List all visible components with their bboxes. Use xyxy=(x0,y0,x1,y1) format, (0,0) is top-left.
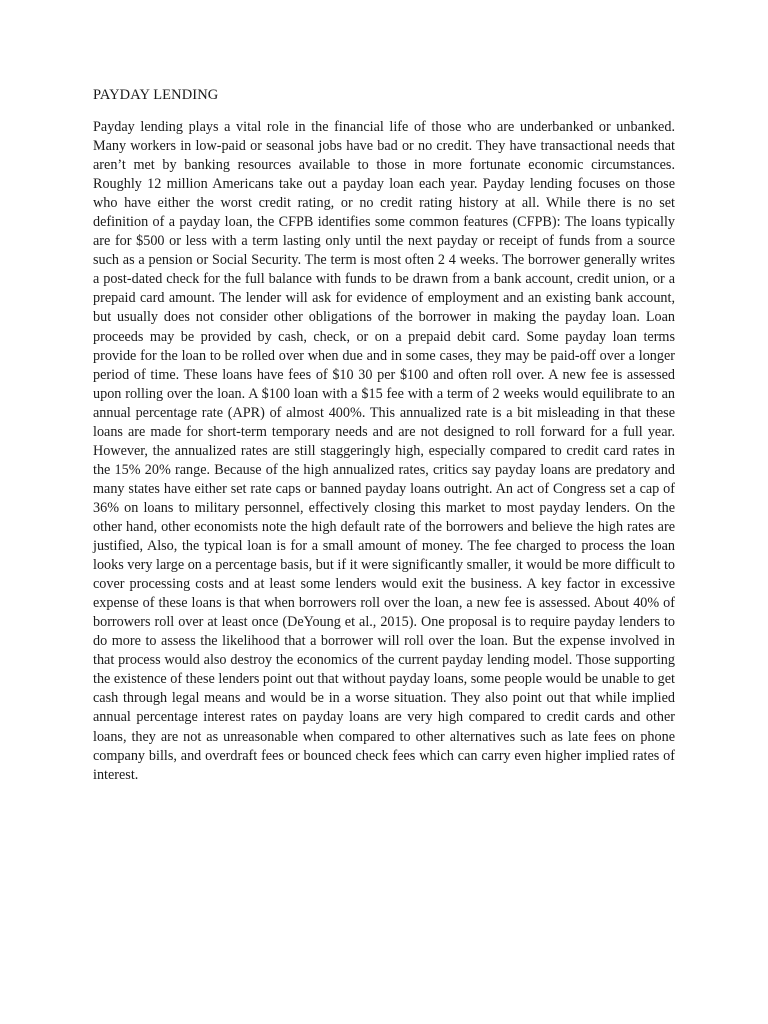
document-title: PAYDAY LENDING xyxy=(93,87,219,103)
document-body-paragraph: Payday lending plays a vital role in the financial life of those who are underbanked or unbanked. Many workers in low-paid or seasonal jobs have bad or no credit. They have transactional needs that aren’t met by banking resources available to those in more fortunate economic circumstances. Roughly 12 million Americans take out a payday loan each year. Payday lending focuses on those who have either the worst credit rating, or no credit rating history at all. While there is no set definition of a payday loan, the CFPB identifies some common features (CFPB): The loans typically are for $500 or less with a term lasting only until the next payday or receipt of funds from a source such as a pension or Social Security. The term is most often 2 4 weeks. The borrower generally writes a post-dated check for the full balance with funds to be drawn from a bank account, credit union, or a prepaid card amount. The lender will ask for evidence of employment and an existing bank account, but usually does not consider other obligations of the borrower in making the payday loan. Loan proceeds may be provided by cash, check, or on a prepaid debit card. Some payday loan terms provide for the loan to be rolled over when due and in some cases, they may be paid-off over a longer period of time. These loans have fees of $10 30 per $100 and often roll over. A new fee is assessed upon rolling over the loan. A $100 loan with a $15 fee with a term of 2 weeks would equilibrate to an annual percentage rate (APR) of almost 400%. This annualized rate is a bit misleading in that these loans are made for short-term temporary needs and are not designed to roll forward for a full year. However, the annualized rates are still staggeringly high, especially compared to credit card rates in the 15% 20% range. Because of the high annualized rates, critics say payday loans are predatory and many states have either set rate caps or banned payday loans outright. An act of Congress set a cap of 36% on loans to military personnel, effectively closing this market to most payday lenders. On the other hand, other economists note the high default rate of the borrowers and believe the high rates are justified, Also, the typical loan is for a small amount of money. The fee charged to process the loan looks very large on a percentage basis, but if it were significantly smaller, it would be more difficult to cover processing costs and at least some lenders would exit the business. A key factor in excessive expense of these loans is that when borrowers roll over the loan, a new fee is assessed. About 40% of borrowers roll over at least once (DeYoung et al., 2015). One proposal is to require payday lenders to do more to assess the likelihood that a borrower will roll over the loan. But the expense involved in that process would also destroy the economics of the current payday lending model. Those supporting the existence of these lenders point out that without payday loans, some people would be unable to get cash through legal means and would be in a worse situation. They also point out that while implied annual percentage interest rates on payday loans are very high compared to credit cards and other loans, they are not as unreasonable when compared to other alternatives such as late fees on phone company bills, and overdraft fees or bounced check fees which can carry even higher implied rates of interest. xyxy=(93,119,676,783)
